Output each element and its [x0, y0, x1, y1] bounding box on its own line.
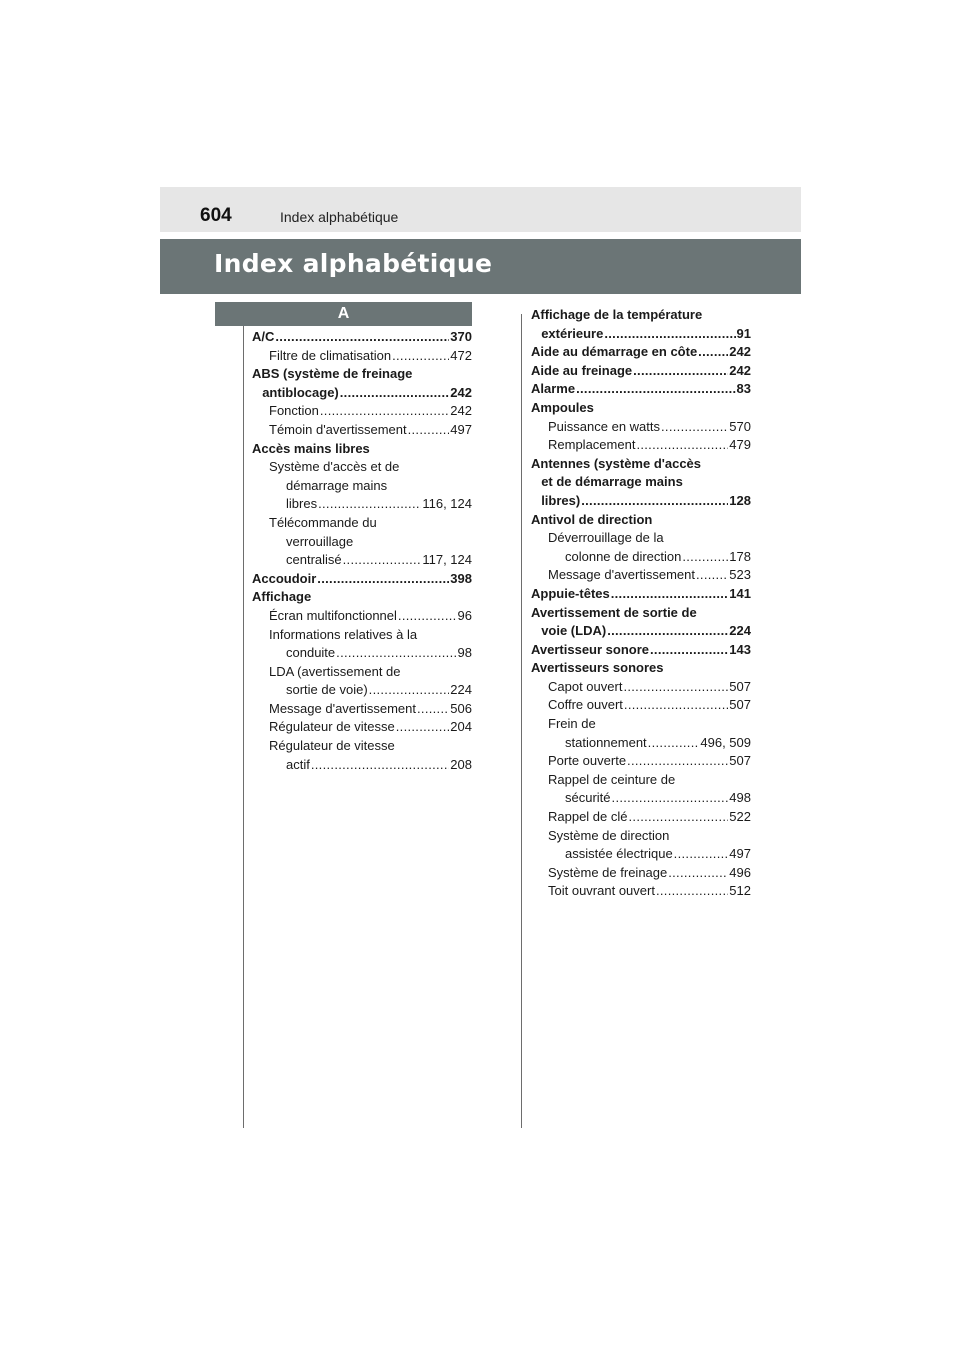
dot-leader — [340, 384, 450, 403]
index-entry[interactable] — [252, 495, 472, 514]
index-entry-label: stationnement — [565, 734, 647, 750]
index-entry — [531, 715, 751, 734]
dot-leader — [633, 362, 728, 381]
index-entry-page[interactable]: 128 — [729, 492, 751, 508]
index-entry-label: Écran multifonctionnel — [269, 607, 397, 623]
index-entry — [252, 440, 472, 459]
index-entry — [531, 399, 751, 418]
index-entry-label: Régulateur de vitesse — [269, 738, 395, 754]
page-title: Index alphabétique — [214, 249, 493, 278]
index-entry[interactable] — [531, 752, 751, 771]
dot-leader — [627, 752, 728, 771]
index-entry[interactable] — [252, 756, 472, 775]
index-entry-label: Rappel de ceinture de — [548, 771, 676, 787]
index-entry-label: assistée électrique — [565, 846, 673, 862]
index-entry-label: Antivol de direction — [531, 511, 653, 527]
index-entry[interactable] — [531, 380, 751, 399]
dot-leader — [417, 700, 449, 719]
index-entry-label: sortie de voie) — [286, 682, 368, 698]
column-divider-middle — [521, 314, 522, 1128]
index-entry-page[interactable]: 398 — [450, 570, 472, 586]
index-entry-label: Télécommande du — [269, 514, 377, 530]
dot-leader — [336, 644, 456, 663]
index-entry-page[interactable]: 496 — [729, 864, 751, 880]
dot-leader — [623, 678, 728, 697]
index-entry-page[interactable]: 507 — [729, 697, 751, 713]
index-entry-page[interactable]: 242 — [450, 403, 472, 419]
index-entry — [252, 514, 472, 533]
index-entry[interactable] — [531, 566, 751, 585]
dot-leader — [682, 548, 728, 567]
index-entry-page[interactable]: 117, 124 — [422, 552, 472, 568]
index-entry-label: Déverrouillage de la — [548, 530, 664, 546]
index-entry[interactable] — [531, 789, 751, 808]
index-entry-page[interactable]: 523 — [729, 567, 751, 583]
index-entry[interactable] — [531, 808, 751, 827]
index-entry[interactable] — [252, 328, 472, 347]
index-entry-label: Système d'accès et de — [269, 459, 400, 475]
index-entry-label: Avertisseurs sonores — [531, 660, 664, 676]
dot-leader — [611, 585, 729, 604]
index-entry-label: Accoudoir — [252, 570, 317, 586]
index-entry-page[interactable]: 522 — [729, 809, 751, 825]
index-entry[interactable] — [252, 700, 472, 719]
index-entry[interactable] — [531, 548, 751, 567]
index-entry-page[interactable]: 512 — [729, 883, 751, 899]
index-entry[interactable] — [531, 436, 751, 455]
index-entry — [531, 529, 751, 548]
index-entry-label: Coffre ouvert — [548, 697, 623, 713]
index-entry-page[interactable]: 98 — [457, 645, 472, 661]
index-entry — [531, 659, 751, 678]
index-entry-label: A/C — [252, 329, 275, 344]
index-entry-page[interactable]: 507 — [729, 753, 751, 769]
index-entry-label: extérieure — [541, 325, 604, 341]
index-entry[interactable] — [252, 384, 472, 403]
index-entry-page[interactable]: 497 — [450, 421, 472, 437]
index-entry — [531, 771, 751, 790]
index-entry-label: Appuie-têtes — [531, 585, 610, 601]
index-entry-label: Message d'avertissement — [548, 567, 695, 583]
index-entry-label: antiblocage) — [262, 384, 339, 400]
dot-leader — [604, 325, 735, 344]
index-entry-label: Régulateur de vitesse — [269, 719, 395, 735]
index-entry-label: Porte ouverte — [548, 753, 627, 769]
dot-leader — [317, 570, 449, 589]
index-entry — [252, 477, 472, 496]
running-header-bar — [160, 187, 801, 232]
index-entry-page[interactable]: 370 — [450, 329, 472, 344]
index-entry-label: LDA (avertissement de — [269, 663, 401, 679]
index-entry-page[interactable]: 242 — [729, 362, 751, 378]
index-entry[interactable] — [252, 347, 472, 366]
index-entry-label: libres — [286, 496, 318, 512]
index-entry-label: Frein de — [548, 716, 596, 732]
index-entry — [531, 511, 751, 530]
index-entry-page[interactable]: 497 — [729, 846, 751, 862]
index-entry-label: conduite — [286, 645, 336, 661]
dot-leader — [275, 328, 449, 347]
index-entry-page[interactable]: 91 — [736, 325, 751, 341]
index-entry-label: ABS (système de freinage — [252, 366, 413, 382]
index-entry-page[interactable]: 479 — [729, 437, 751, 453]
index-entry-page[interactable]: 507 — [729, 678, 751, 694]
index-entry-label: Ampoules — [531, 399, 594, 415]
index-entry-page[interactable]: 141 — [729, 585, 751, 601]
index-entry[interactable] — [252, 681, 472, 700]
index-entry-label: voie (LDA) — [541, 623, 607, 639]
index-entry-label: libres) — [541, 492, 581, 508]
index-entry[interactable] — [531, 325, 751, 344]
index-entry[interactable] — [531, 492, 751, 511]
dot-leader — [624, 696, 728, 715]
index-entry-label: démarrage mains — [286, 477, 388, 493]
index-entry[interactable] — [531, 734, 751, 753]
dot-leader — [311, 756, 449, 775]
index-entry[interactable] — [252, 644, 472, 663]
index-entry — [252, 458, 472, 477]
dot-leader — [581, 492, 728, 511]
index-entry-page[interactable]: 506 — [450, 700, 472, 716]
index-entry[interactable] — [531, 622, 751, 641]
index-entry[interactable] — [252, 421, 472, 440]
index-entry-page[interactable]: 96 — [457, 607, 472, 623]
index-entry — [252, 626, 472, 645]
dot-leader — [648, 734, 700, 753]
dot-leader — [318, 495, 421, 514]
index-entry — [252, 533, 472, 552]
index-entry-label: Filtre de climatisation — [269, 347, 392, 363]
index-entry-page[interactable]: 208 — [450, 756, 472, 772]
index-entry-page[interactable]: 224 — [729, 623, 751, 639]
index-entry — [252, 737, 472, 756]
index-column-right — [531, 306, 751, 901]
index-entry-page[interactable]: 116, 124 — [422, 496, 472, 512]
index-entry[interactable] — [531, 585, 751, 604]
index-entry — [531, 473, 751, 492]
index-entry-label: Aide au démarrage en côte — [531, 344, 698, 360]
index-entry-label: Antennes (système d'accès — [531, 455, 702, 471]
index-entry[interactable] — [531, 845, 751, 864]
index-entry-page[interactable]: 224 — [450, 682, 472, 698]
dot-leader — [668, 864, 728, 883]
page-number: 604 — [200, 205, 232, 226]
dot-leader — [698, 343, 728, 362]
index-entry — [252, 663, 472, 682]
index-entry-label: Système de direction — [548, 827, 670, 843]
dot-leader — [343, 551, 422, 570]
index-entry-page[interactable]: 570 — [729, 418, 751, 434]
dot-leader — [696, 566, 728, 585]
dot-leader — [636, 436, 728, 455]
index-entry-label: Avertisseur sonore — [531, 641, 650, 657]
dot-leader — [392, 347, 449, 366]
index-entry-label: colonne de direction — [565, 548, 682, 564]
index-entry-label: Rappel de clé — [548, 809, 628, 825]
dot-leader — [650, 641, 728, 660]
index-entry-label: sécurité — [565, 790, 611, 806]
index-entry[interactable] — [531, 864, 751, 883]
index-column-left — [252, 328, 472, 774]
index-entry-page[interactable]: 496, 509 — [700, 734, 751, 750]
index-entry[interactable] — [531, 362, 751, 381]
dot-leader — [396, 718, 450, 737]
index-entry-label: centralisé — [286, 552, 342, 568]
index-entry[interactable] — [531, 418, 751, 437]
index-entry — [252, 365, 472, 384]
index-entry[interactable] — [252, 551, 472, 570]
index-entry-label: Affichage — [252, 589, 312, 605]
index-entry-label: Puissance en watts — [548, 418, 661, 434]
dot-leader — [398, 607, 457, 626]
index-entry[interactable] — [531, 882, 751, 901]
index-entry-page[interactable]: 143 — [729, 641, 751, 657]
index-entry-page[interactable]: 204 — [450, 719, 472, 735]
dot-leader — [661, 418, 728, 437]
dot-leader — [576, 380, 735, 399]
index-entry-label: Témoin d'avertissement — [269, 421, 407, 437]
index-entry-label: Toit ouvrant ouvert — [548, 883, 655, 899]
index-entry-label: Aide au freinage — [531, 362, 633, 378]
dot-leader — [612, 789, 729, 808]
dot-leader — [408, 421, 450, 440]
dot-leader — [674, 845, 729, 864]
index-entry-label: Capot ouvert — [548, 678, 623, 694]
index-entry-label: Avertissement de sortie de — [531, 604, 697, 620]
dot-leader — [607, 622, 728, 641]
index-entry — [252, 588, 472, 607]
index-entry[interactable] — [252, 718, 472, 737]
dot-leader — [629, 808, 729, 827]
index-entry-page[interactable]: 83 — [736, 381, 751, 397]
index-entry-label: verrouillage — [286, 533, 354, 549]
index-entry-label: Système de freinage — [548, 864, 668, 880]
index-entry-page[interactable]: 498 — [729, 790, 751, 806]
index-entry — [531, 306, 751, 325]
index-entry-label: Remplacement — [548, 437, 636, 453]
index-entry[interactable] — [531, 343, 751, 362]
index-entry-label: Fonction — [269, 403, 319, 419]
index-entry-label: Alarme — [531, 381, 576, 397]
section-letter-header: A — [215, 302, 472, 326]
dot-leader — [656, 882, 728, 901]
index-entry-label: Accès mains libres — [252, 440, 370, 456]
index-entry — [531, 455, 751, 474]
index-entry-label: Message d'avertissement — [269, 700, 416, 716]
index-entry-label: Informations relatives à la — [269, 626, 418, 642]
column-divider-left — [243, 314, 244, 1128]
dot-leader — [369, 681, 450, 700]
index-entry[interactable] — [531, 678, 751, 697]
dot-leader — [320, 402, 449, 421]
running-header: Index alphabétique — [280, 209, 399, 225]
index-entry — [531, 604, 751, 623]
index-entry-page[interactable]: 178 — [729, 548, 751, 564]
index-entry — [531, 827, 751, 846]
index-entry-label: actif — [286, 756, 310, 772]
index-entry[interactable] — [252, 570, 472, 589]
index-entry[interactable] — [252, 607, 472, 626]
index-entry[interactable] — [531, 641, 751, 660]
index-entry-label: et de démarrage mains — [541, 474, 683, 490]
index-entry[interactable] — [531, 696, 751, 715]
index-entry-label: Affichage de la température — [531, 307, 703, 322]
index-entry-page[interactable]: 242 — [729, 344, 751, 360]
index-entry-page[interactable]: 242 — [450, 384, 472, 400]
index-entry[interactable] — [252, 402, 472, 421]
index-entry-page[interactable]: 472 — [450, 347, 472, 363]
